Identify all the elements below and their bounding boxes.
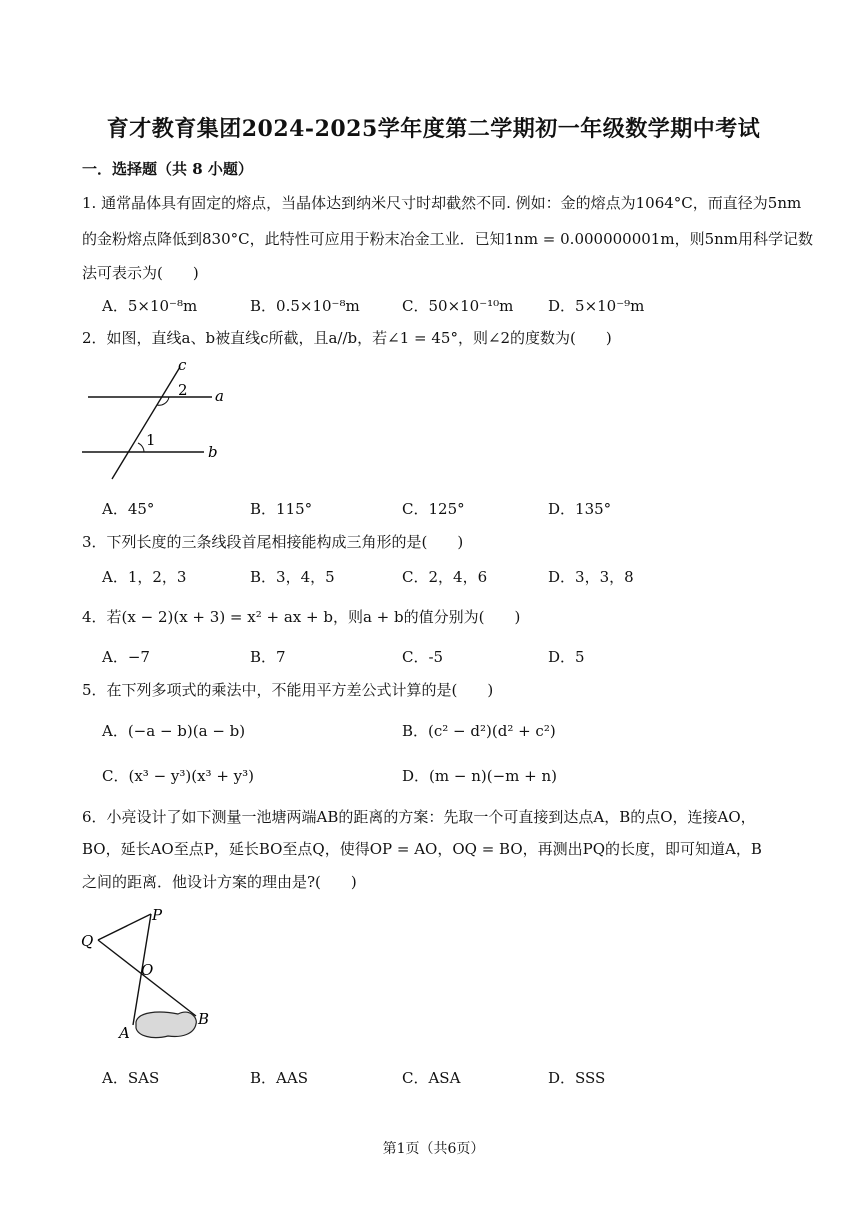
label-c: c <box>178 356 187 374</box>
parallel-lines-figure <box>82 355 242 485</box>
q1-line-2: 的金粉熔点降低到830°C，此特性可应用于粉末冶金工业．已知1nm = 0.000000001m，则5nm用科学记数 <box>82 230 813 248</box>
q2-option-a[interactable]: A．45° <box>102 500 155 518</box>
q6-option-c[interactable]: C．ASA <box>402 1069 461 1087</box>
q4-option-c[interactable]: C．-5 <box>402 648 444 666</box>
label-angle-1: 1 <box>146 431 156 449</box>
q3-stem: 3．下列长度的三条线段首尾相接能构成三角形的是( ) <box>82 533 464 551</box>
q5-option-d[interactable]: D．(m − n)(−m + n) <box>402 767 557 785</box>
q3-option-c[interactable]: C．2，4，6 <box>402 568 488 586</box>
line-c <box>112 367 180 479</box>
q6-option-b[interactable]: B．AAS <box>250 1069 308 1087</box>
segment-PQ <box>98 914 151 940</box>
page-footer: 第1页（共6页） <box>382 1141 485 1157</box>
q6-line-3: 之间的距离．他设计方案的理由是?( ) <box>82 873 357 891</box>
q3-option-a[interactable]: A．1，2，3 <box>102 568 187 586</box>
label-a: a <box>215 387 224 405</box>
q6-option-a[interactable]: A．SAS <box>102 1069 160 1087</box>
label-A: A <box>119 1024 130 1042</box>
q5-option-a[interactable]: A．(−a − b)(a − b) <box>102 722 246 740</box>
q1-option-c[interactable]: C．50×10⁻¹⁰m <box>402 297 514 315</box>
q3-option-b[interactable]: B．3，4，5 <box>250 568 335 586</box>
q5-option-c[interactable]: C．(x³ − y³)(x³ + y³) <box>102 767 255 785</box>
q5-stem: 5．在下列多项式的乘法中，不能用平方差公式计算的是( ) <box>82 681 494 699</box>
q1-option-a[interactable]: A．5×10⁻⁸m <box>102 297 198 315</box>
q1-option-b[interactable]: B．0.5×10⁻⁸m <box>250 297 360 315</box>
q6-option-d[interactable]: D．SSS <box>548 1069 606 1087</box>
q4-option-b[interactable]: B．7 <box>250 648 286 666</box>
q2-stem: 2．如图，直线a、b被直线c所截，且a//b，若∠1 = 45°，则∠2的度数为( ) <box>82 329 612 347</box>
q3-option-d[interactable]: D．3，3，8 <box>548 568 634 586</box>
q2-option-c[interactable]: C．125° <box>402 500 465 518</box>
q5-option-b[interactable]: B．(c² − d²)(d² + c²) <box>402 722 556 740</box>
pond-figure <box>78 900 228 1050</box>
label-P: P <box>152 906 163 924</box>
label-angle-2: 2 <box>178 381 188 399</box>
q4-option-d[interactable]: D．5 <box>548 648 585 666</box>
section-heading: 一．选择题（共 8 小题） <box>82 160 253 178</box>
label-Q: Q <box>81 932 94 950</box>
q2-option-b[interactable]: B．115° <box>250 500 313 518</box>
q4-stem: 4．若(x − 2)(x + 3) = x² + ax + b，则a + b的值分别为( ) <box>82 608 521 626</box>
page-title: 育才教育集团2024-2025学年度第二学期初一年级数学期中考试 <box>106 116 761 142</box>
q1-option-d[interactable]: D．5×10⁻⁹m <box>548 297 645 315</box>
q6-line-2: BO，延长AO至点P，延长BO至点Q，使得OP = AO，OQ = BO，再测出PQ的长度，即可知道A，B <box>82 840 762 858</box>
label-O: O <box>141 961 154 979</box>
q1-line-3: 法可表示为( ) <box>82 264 199 282</box>
pond-shape <box>136 1012 196 1038</box>
label-B: B <box>198 1010 210 1028</box>
angle-1-arc <box>138 443 144 452</box>
q4-option-a[interactable]: A．−7 <box>102 648 150 666</box>
q1-line-1: 1. 通常晶体具有固定的熔点，当晶体达到纳米尺寸时却截然不同. 例如：金的熔点为1064°C，而直径为5nm <box>82 194 802 212</box>
q2-option-d[interactable]: D．135° <box>548 500 612 518</box>
q6-line-1: 6．小亮设计了如下测量一池塘两端AB的距离的方案：先取一个可直接到达点A，B的点O，连接AO， <box>82 808 756 826</box>
label-b: b <box>208 443 218 461</box>
